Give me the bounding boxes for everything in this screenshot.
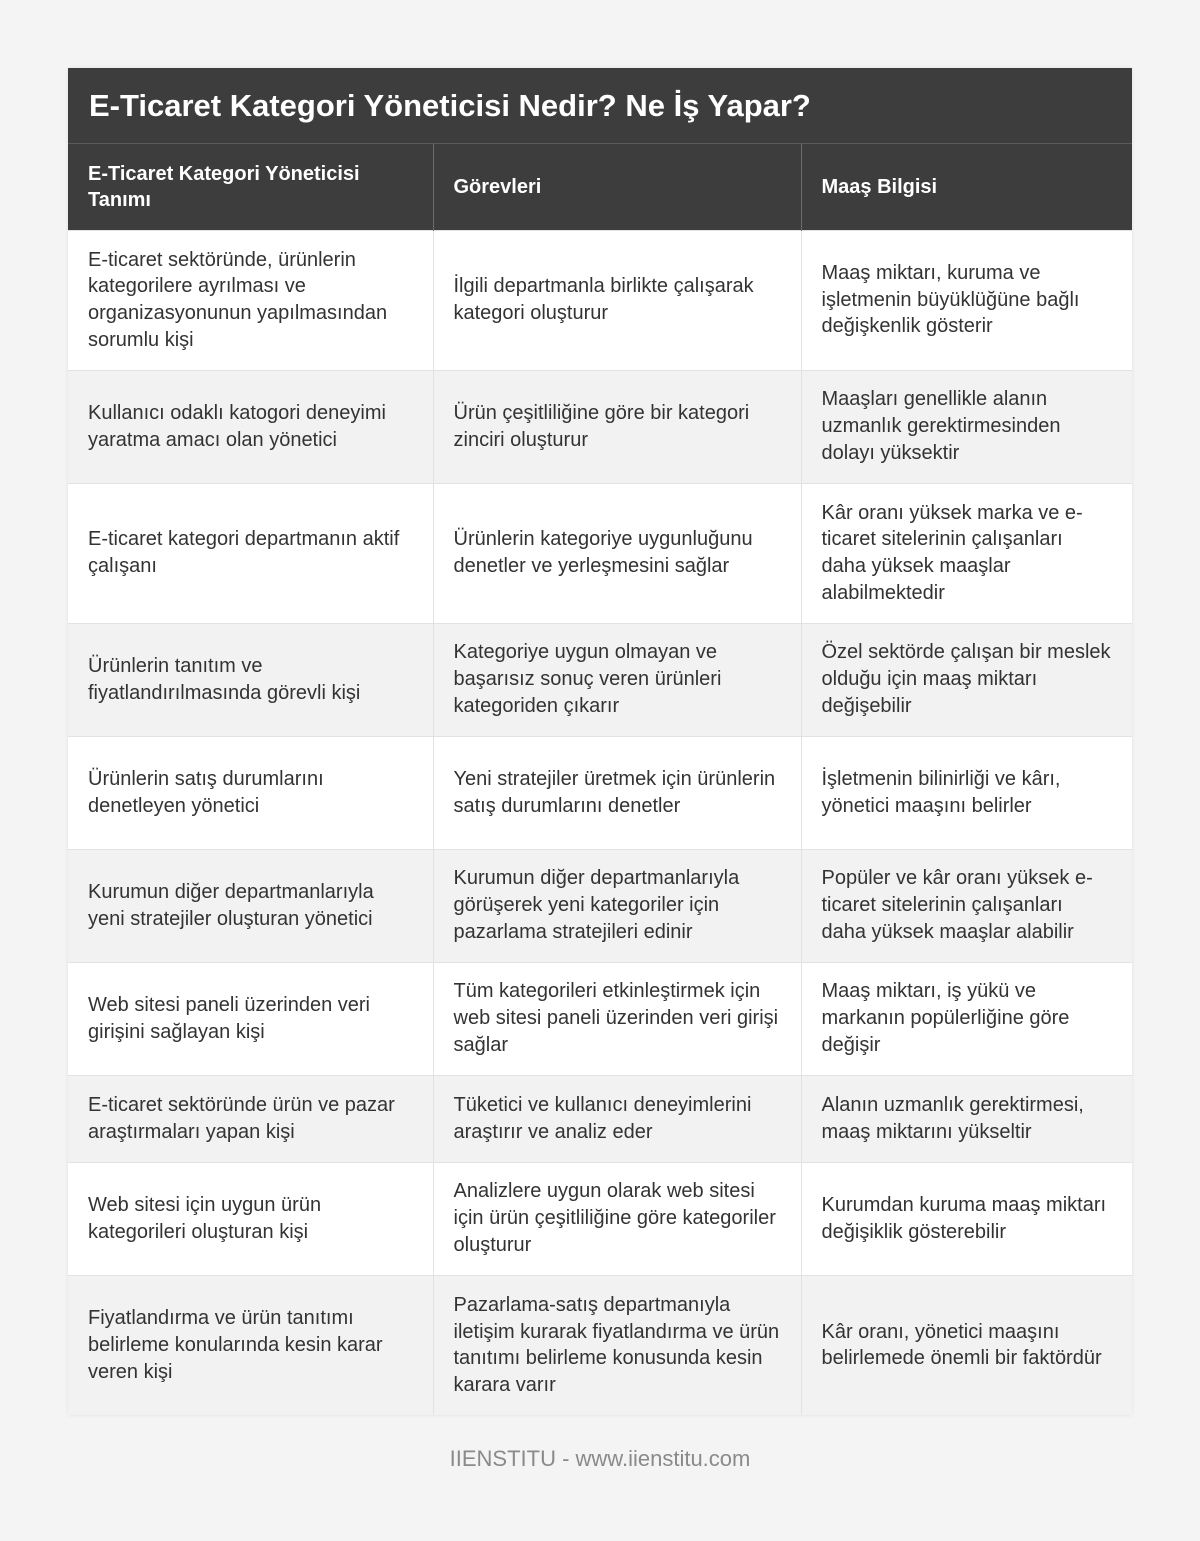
definition-cell: Ürünlerin tanıtım ve fiyatlandırılmasında görevli kişi: [68, 623, 433, 736]
salary-cell: Kurumdan kuruma maaş miktarı değişiklik gösterebilir: [801, 1162, 1132, 1275]
definition-cell: Web sitesi için uygun ürün kategorileri oluşturan kişi: [68, 1162, 433, 1275]
salary-cell: İşletmenin bilinirliği ve kârı, yönetici maaşını belirler: [801, 736, 1132, 849]
duties-cell: Tüketici ve kullanıcı deneyimlerini araştırır ve analiz eder: [433, 1075, 801, 1162]
duties-cell: Ürünlerin kategoriye uygunluğunu denetler ve yerleşmesini sağlar: [433, 483, 801, 623]
salary-cell: Kâr oranı, yönetici maaşını belirlemede önemli bir faktördür: [801, 1275, 1132, 1415]
salary-cell: Maaş miktarı, iş yükü ve markanın popülerliğine göre değişir: [801, 962, 1132, 1075]
column-header-duties: Görevleri: [433, 144, 801, 230]
duties-cell: İlgili departmanla birlikte çalışarak kategori oluşturur: [433, 230, 801, 370]
duties-cell: Kategoriye uygun olmayan ve başarısız sonuç veren ürünleri kategoriden çıkarır: [433, 623, 801, 736]
salary-cell: Alanın uzmanlık gerektirmesi, maaş miktarını yükseltir: [801, 1075, 1132, 1162]
definition-cell: Kullanıcı odaklı katogori deneyimi yaratma amacı olan yönetici: [68, 370, 433, 483]
duties-cell: Pazarlama-satış departmanıyla iletişim kurarak fiyatlandırma ve ürün tanıtımı belirleme konusunda kesin karara varır: [433, 1275, 801, 1415]
table-row: [68, 1075, 1132, 1162]
definition-cell: E-ticaret sektöründe ürün ve pazar araştırmaları yapan kişi: [68, 1075, 433, 1162]
table-row: [68, 483, 1132, 623]
column-header-salary: Maaş Bilgisi: [801, 144, 1132, 230]
salary-cell: Maaşları genellikle alanın uzmanlık gerektirmesinden dolayı yüksektir: [801, 370, 1132, 483]
table-header-row: [68, 144, 1132, 230]
table-row: [68, 1162, 1132, 1275]
duties-cell: Tüm kategorileri etkinleştirmek için web sitesi paneli üzerinden veri girişi sağlar: [433, 962, 801, 1075]
duties-cell: Yeni stratejiler üretmek için ürünlerin satış durumlarını denetler: [433, 736, 801, 849]
content-card: [68, 68, 1132, 1415]
salary-cell: Kâr oranı yüksek marka ve e-ticaret sitelerinin çalışanları daha yüksek maaşlar alabilmektedir: [801, 483, 1132, 623]
duties-cell: Kurumun diğer departmanlarıyla görüşerek yeni kategoriler için pazarlama stratejileri edinir: [433, 849, 801, 962]
definition-cell: Ürünlerin satış durumlarını denetleyen yönetici: [68, 736, 433, 849]
table-row: [68, 1275, 1132, 1415]
salary-cell: Özel sektörde çalışan bir meslek olduğu için maaş miktarı değişebilir: [801, 623, 1132, 736]
column-header-definition: E-Ticaret Kategori Yöneticisi Tanımı: [68, 144, 433, 230]
table-row: [68, 370, 1132, 483]
table-row: [68, 736, 1132, 849]
duties-cell: Ürün çeşitliliğine göre bir kategori zinciri oluşturur: [433, 370, 801, 483]
salary-cell: Popüler ve kâr oranı yüksek e-ticaret sitelerinin çalışanları daha yüksek maaşlar alabilir: [801, 849, 1132, 962]
definition-cell: Kurumun diğer departmanlarıyla yeni stratejiler oluşturan yönetici: [68, 849, 433, 962]
table-row: [68, 962, 1132, 1075]
salary-cell: Maaş miktarı, kuruma ve işletmenin büyüklüğüne bağlı değişkenlik gösterir: [801, 230, 1132, 370]
definition-cell: Fiyatlandırma ve ürün tanıtımı belirleme konularında kesin karar veren kişi: [68, 1275, 433, 1415]
footer-credit: IIENSTITU - www.iienstitu.com: [449, 1446, 751, 1471]
duties-cell: Analizlere uygun olarak web sitesi için ürün çeşitliliğine göre kategoriler oluşturur: [433, 1162, 801, 1275]
definition-cell: E-ticaret kategori departmanın aktif çalışanı: [68, 483, 433, 623]
table-row: [68, 849, 1132, 962]
page-title: E-Ticaret Kategori Yöneticisi Nedir? Ne İş Yapar?: [68, 68, 1132, 144]
table-row: [68, 230, 1132, 370]
definition-cell: E-ticaret sektöründe, ürünlerin kategorilere ayrılması ve organizasyonunun yapılmasından sorumlu kişi: [68, 230, 433, 370]
definition-cell: Web sitesi paneli üzerinden veri girişini sağlayan kişi: [68, 962, 433, 1075]
info-table: [68, 144, 1132, 1415]
table-row: [68, 623, 1132, 736]
